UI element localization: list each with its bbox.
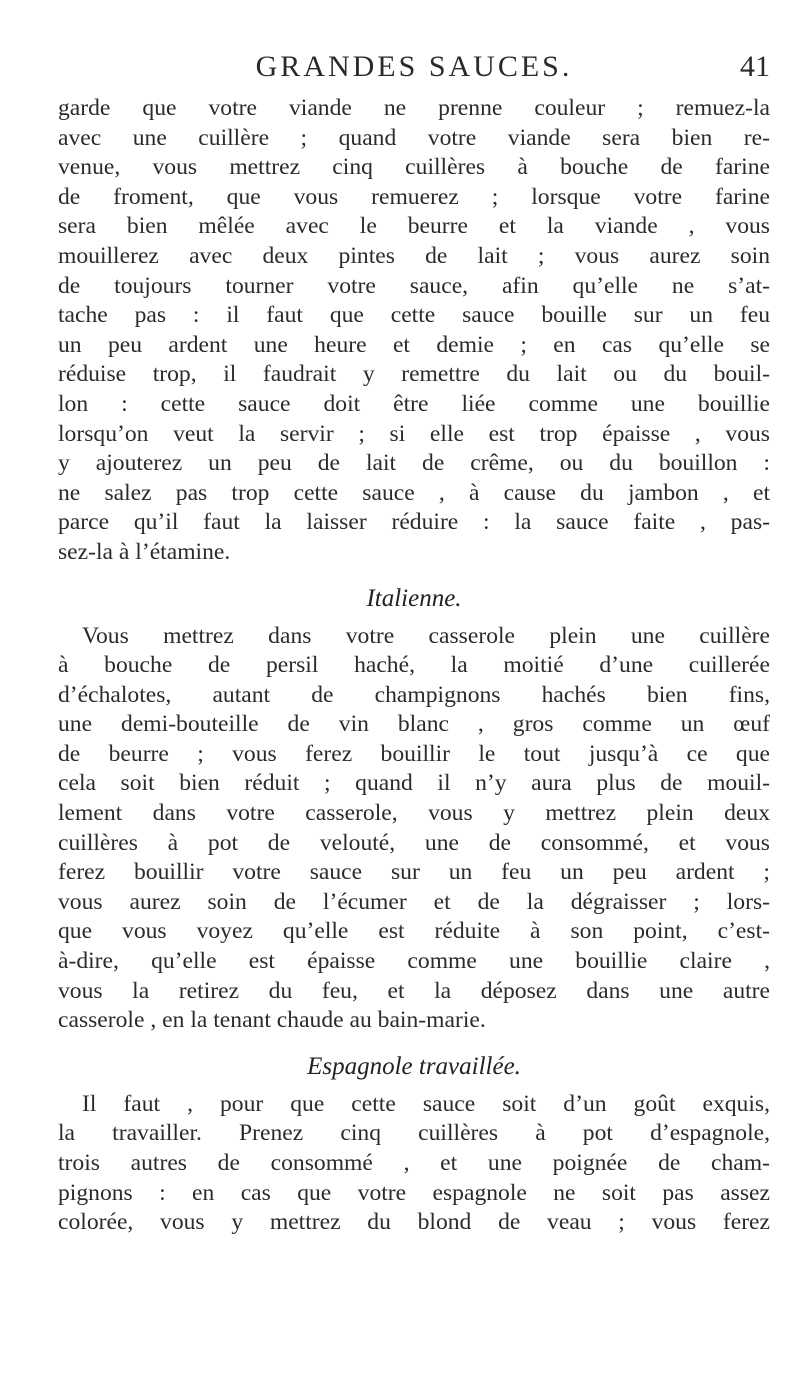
text-line: casserole , en la tenant chaude au bain-marie.: [58, 1007, 486, 1034]
text-line: cela soit bien réduit ; quand il n’y aura plus de mouil-: [58, 770, 770, 797]
text-line: de toujours tourner votre sauce, afin qu’elle ne s’at-: [58, 272, 770, 299]
text-line: vous aurez soin de l’écumer et de la dégraisser ; lors-: [58, 888, 770, 915]
text-line: une demi-bouteille de vin blanc , gros comme un œuf: [58, 711, 770, 738]
text-line: réduise trop, il faudrait y remettre du lait ou du bouil-: [58, 361, 770, 388]
page-number: 41: [740, 50, 770, 83]
text-line: d’échalotes, autant de champignons hachés bien fins,: [58, 681, 770, 708]
body-text: [58, 94, 770, 1238]
running-title: GRANDES SAUCES.: [255, 50, 573, 83]
text-line: Il faut , pour que cette sauce soit d’un goût exquis,: [82, 1090, 770, 1117]
text-line: un peu ardent une heure et demie ; en cas qu’elle se: [58, 331, 770, 358]
text-line: sez-la à l’étamine.: [58, 538, 231, 565]
text-line: lement dans votre casserole, vous y mettrez plein deux: [58, 800, 770, 827]
section-heading-espagnole: Espagnole travaillée.: [307, 1052, 521, 1080]
text-line: mouillerez avec deux pintes de lait ; vous aurez soin: [58, 242, 770, 269]
section-heading-italienne: Italienne.: [366, 584, 462, 612]
text-line: pignons : en cas que votre espagnole ne soit pas assez: [58, 1179, 770, 1206]
text-line: à-dire, qu’elle est épaisse comme une bouillie claire ,: [58, 948, 770, 975]
paragraph-espagnole: [58, 1090, 770, 1238]
text-line: parce qu’il faut la laisser réduire : la sauce faite , pas-: [58, 509, 770, 536]
text-line: de froment, que vous remuerez ; lorsque votre farine: [58, 183, 770, 210]
text-line: colorée, vous y mettrez du blond de veau ; vous ferez: [58, 1209, 770, 1236]
text-line: la travailler. Prenez cinq cuillères à pot d’espagnole,: [58, 1120, 770, 1147]
text-line: que vous voyez qu’elle est réduite à son point, c’est-: [58, 918, 770, 945]
text-line: y ajouterez un peu de lait de crême, ou du bouillon :: [58, 450, 770, 477]
text-line: garde que votre viande ne prenne couleur ; remuez-la: [58, 95, 770, 121]
paragraph-garde: [58, 94, 770, 568]
text-line: venue, vous mettrez cinq cuillères à bouche de farine: [58, 154, 770, 181]
text-line: avec une cuillère ; quand votre viande sera bien re-: [58, 124, 770, 151]
text-line: lorsqu’on veut la servir ; si elle est trop épaisse , vous: [58, 420, 770, 447]
text-line: vous la retirez du feu, et la déposez dans une autre: [58, 977, 770, 1004]
running-head: [58, 50, 770, 90]
text-line: ne salez pas trop cette sauce , à cause du jambon , et: [58, 479, 770, 506]
text-line: sera bien mêlée avec le beurre et la viande , vous: [58, 213, 770, 240]
text-line: Vous mettrez dans votre casserole plein une cuillère: [82, 622, 770, 649]
text-line: ferez bouillir votre sauce sur un feu un peu ardent ;: [58, 859, 770, 886]
paragraph-italienne: [58, 622, 770, 1036]
text-line: cuillères à pot de velouté, une de consommé, et vous: [58, 829, 770, 856]
text-line: lon : cette sauce doit être liée comme une bouillie: [58, 390, 770, 417]
text-line: trois autres de consommé , et une poignée de cham-: [58, 1150, 770, 1176]
text-line: à bouche de persil haché, la moitié d’une cuillerée: [58, 652, 770, 679]
text-line: tache pas : il faut que cette sauce bouille sur un feu: [58, 302, 770, 329]
text-line: de beurre ; vous ferez bouillir le tout jusqu’à ce que: [58, 740, 770, 767]
